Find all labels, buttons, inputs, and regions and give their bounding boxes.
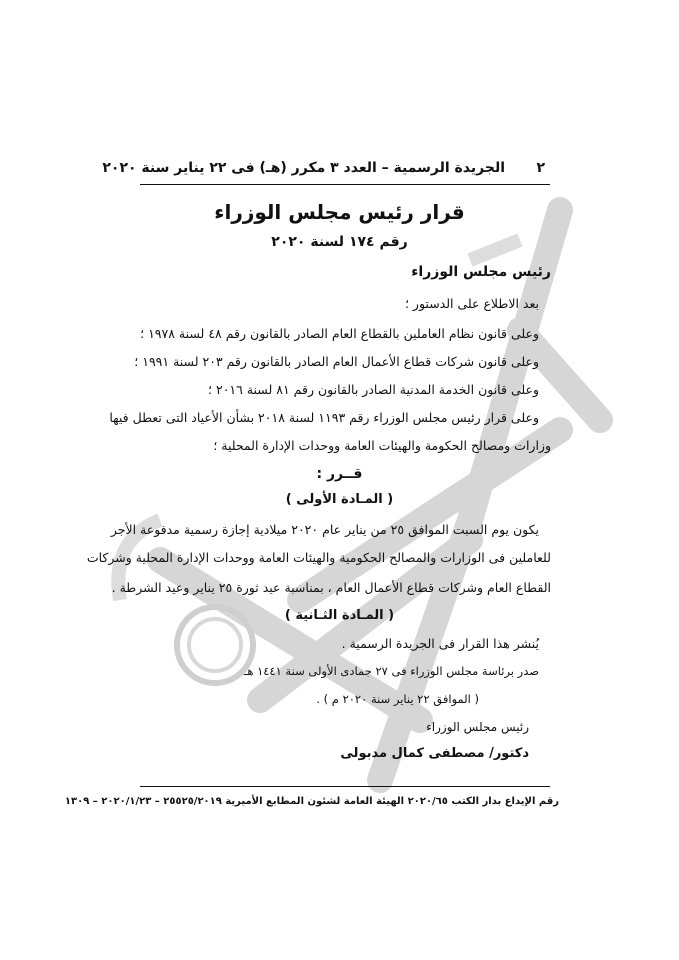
preamble-line: وعلى قانون الخدمة المدنية الصادر بالقانون رقم ٨١ لسنة ٢٠١٦ ؛ — [208, 382, 539, 397]
page-number: ٢ — [536, 160, 545, 176]
deposit-footer: رقم الإيداع بدار الكتب ٢٠٢٠/٦٥ الهيئة العامة لشئون المطابع الأميرية ٢٥٥٢٥/٢٠١٩ – ٢٠٢٠/١/٢٣ – ١٣٠٩ — [64, 796, 559, 807]
article-1-line: يكون يوم السبت الموافق ٢٥ من يناير عام ٢٠٢٠ ميلادية إجازة رسمية مدفوعة الأجر — [110, 522, 539, 537]
footer-divider — [140, 786, 550, 787]
article-1-line: للعاملين فى الوزارات والمصالح الحكومية والهيئات العامة ووحدات الإدارة المحلية وشركات — [86, 550, 551, 565]
decided-heading: قــرر : — [316, 466, 363, 482]
decision-title: قرار رئيس مجلس الوزراء — [214, 200, 465, 224]
issuer-heading: رئيس مجلس الوزراء — [411, 264, 551, 280]
preamble-line: وعلى قانون شركات قطاع الأعمال العام الصادر بالقانون رقم ٢٠٣ لسنة ١٩٩١ ؛ — [134, 354, 539, 369]
article-2-text: يُنشر هذا القرار فى الجريدة الرسمية . — [341, 636, 539, 651]
preamble-line: وعلى قرار رئيس مجلس الوزراء رقم ١١٩٣ لسنة ٢٠١٨ بشأن الأعياد التى تعطل فيها — [109, 410, 539, 425]
issued-date-hijri: صدر برئاسة مجلس الوزراء فى ٢٧ جمادى الأولى سنة ١٤٤١ هـ — [243, 664, 539, 678]
page-header — [102, 160, 545, 184]
journal-issue-line: الجريدة الرسمية – العدد ٣ مكرر (هـ) فى ٢٢ يناير سنة ٢٠٢٠ — [102, 160, 505, 176]
decision-number: رقم ١٧٤ لسنة ٢٠٢٠ — [271, 234, 408, 250]
preamble-line: بعد الاطلاع على الدستور ؛ — [404, 296, 539, 311]
article-1-line: القطاع العام وشركات قطاع الأعمال العام ، بمناسبة عيد ثورة ٢٥ يناير وعيد الشرطة . — [111, 580, 551, 595]
preamble-line: وعلى قانون نظام العاملين بالقطاع العام الصادر بالقانون رقم ٤٨ لسنة ١٩٧٨ ؛ — [140, 326, 539, 341]
preamble-line: وزارات ومصالح الحكومة والهيئات العامة ووحدات الإدارة المحلية ؛ — [213, 438, 551, 453]
article-2-heading: ( المـادة الثـانية ) — [284, 608, 395, 623]
issued-date-gregorian: ( الموافق ٢٢ يناير سنة ٢٠٢٠ م ) . — [316, 692, 479, 706]
article-1-heading: ( المـادة الأولى ) — [285, 492, 394, 507]
header-divider — [140, 184, 550, 185]
signature-position: رئيس مجلس الوزراء — [426, 720, 529, 734]
signature-name: دكتور/ مصطفى كمال مدبولى — [340, 746, 529, 761]
